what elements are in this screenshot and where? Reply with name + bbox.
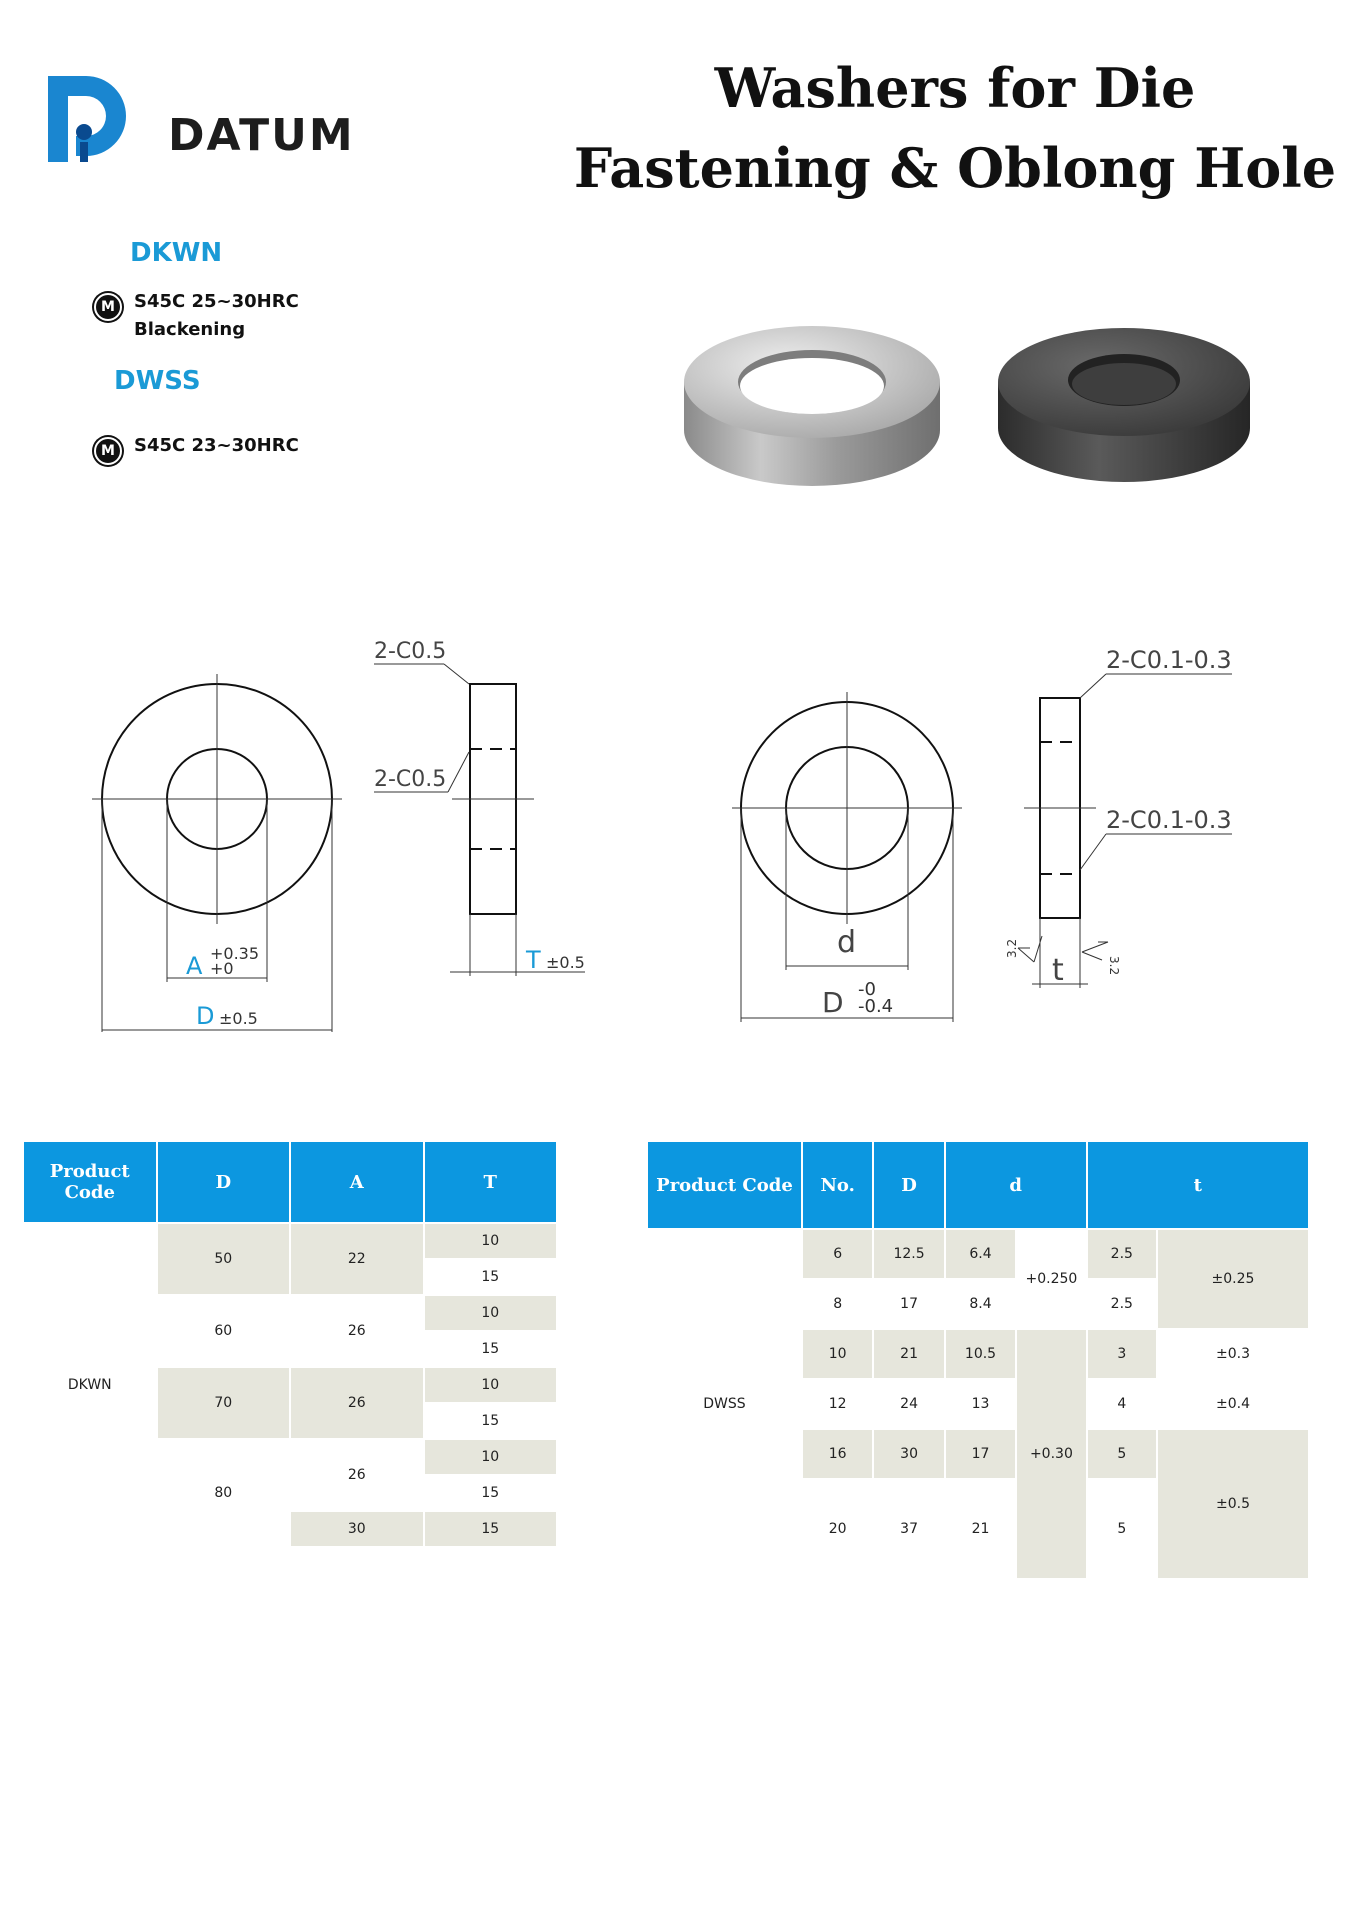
cell-t-tol: ±0.4 bbox=[1216, 1396, 1250, 1412]
series-code-dkwn: DKWN bbox=[130, 238, 223, 268]
page-title-line1: Washers for Die bbox=[714, 56, 1196, 120]
cell-d: 60 bbox=[214, 1323, 233, 1339]
cell-t: 10 bbox=[425, 1368, 557, 1402]
cell-a: 30 bbox=[291, 1512, 423, 1546]
product-code-cell: DKWN bbox=[67, 1377, 112, 1393]
cell-a: 22 bbox=[291, 1224, 423, 1294]
cell-d-inner: 10.5 bbox=[946, 1330, 1015, 1378]
datum-logo bbox=[46, 74, 136, 164]
drawing-dwss bbox=[730, 630, 1250, 1050]
material-spec-line: Blackening bbox=[134, 319, 246, 340]
cell-a: 26 bbox=[347, 1323, 366, 1339]
material-badge-icon: M bbox=[94, 293, 122, 321]
cell-no: 16 bbox=[803, 1430, 872, 1478]
header-t: t bbox=[1088, 1142, 1308, 1228]
table-header-row bbox=[648, 1142, 1308, 1228]
brand-name: DATUM bbox=[168, 110, 355, 161]
material-badge-icon: M bbox=[94, 437, 122, 465]
cell-d-outer: 21 bbox=[874, 1330, 943, 1378]
cell-d-outer: 17 bbox=[900, 1296, 918, 1312]
chamfer-label-top: 2-C0.5 bbox=[374, 639, 447, 664]
chamfer-label-mid: 2-C0.5 bbox=[374, 767, 447, 792]
material-spec-dwss bbox=[134, 432, 299, 460]
dim-a-tol-lower: +0 bbox=[210, 959, 234, 978]
material-spec-dkwn bbox=[134, 288, 299, 344]
roughness-right: 3.2 bbox=[1107, 956, 1121, 976]
product-code-cell: DWSS bbox=[703, 1396, 746, 1412]
header-d: D bbox=[158, 1142, 290, 1222]
table-dkwn bbox=[22, 1140, 558, 1548]
dim-a-label: A bbox=[186, 952, 203, 980]
header-d-inner: d bbox=[946, 1142, 1086, 1228]
cell-d-inner: 6.4 bbox=[946, 1230, 1015, 1278]
cell-t: 10 bbox=[425, 1440, 557, 1474]
cell-t: 15 bbox=[481, 1341, 500, 1357]
dim-a-tol-upper: +0.35 bbox=[210, 944, 260, 963]
cell-d-outer: 24 bbox=[900, 1396, 918, 1412]
chamfer-label-mid: 2-C0.1-0.3 bbox=[1106, 806, 1232, 834]
cell-t: 2.5 bbox=[1088, 1230, 1156, 1278]
header-a: A bbox=[291, 1142, 423, 1222]
dim-d-tol-upper: -0 bbox=[858, 979, 876, 1000]
cell-no: 12 bbox=[828, 1396, 847, 1412]
material-spec-line: S45C 23~30HRC bbox=[134, 435, 299, 456]
cell-d-inner: 13 bbox=[971, 1396, 990, 1412]
cell-d-outer: 30 bbox=[874, 1430, 943, 1478]
table-header-row bbox=[24, 1142, 556, 1222]
dim-t-label: T bbox=[526, 946, 541, 974]
cell-t-tol: ±0.25 bbox=[1158, 1230, 1308, 1328]
cell-t: 5 bbox=[1117, 1521, 1127, 1537]
silver-washer bbox=[684, 326, 940, 486]
cell-d-outer: 37 bbox=[900, 1521, 918, 1537]
material-spec-line: S45C 25~30HRC bbox=[134, 291, 299, 312]
cell-d-tol: +0.30 bbox=[1017, 1330, 1085, 1578]
cell-a: 26 bbox=[347, 1467, 366, 1483]
dim-d-big-label: D bbox=[822, 986, 844, 1019]
cell-d-inner: 17 bbox=[946, 1430, 1015, 1478]
cell-no: 10 bbox=[803, 1330, 872, 1378]
cell-t-tol: ±0.5 bbox=[1158, 1430, 1308, 1578]
black-washer bbox=[998, 328, 1250, 482]
dim-t-label: t bbox=[1052, 953, 1064, 988]
table-dwss bbox=[646, 1140, 1310, 1580]
cell-a: 26 bbox=[291, 1368, 423, 1438]
dim-d-tol: ±0.5 bbox=[219, 1009, 258, 1028]
cell-no: 8 bbox=[833, 1296, 843, 1312]
cell-d-tol: +0.250 bbox=[1025, 1271, 1078, 1287]
dim-t-tol: ±0.5 bbox=[546, 953, 585, 972]
cell-t: 3 bbox=[1088, 1330, 1156, 1378]
drawing-dkwn bbox=[80, 620, 600, 1040]
table-row bbox=[24, 1224, 556, 1258]
cell-d: 80 bbox=[214, 1485, 233, 1501]
cell-t: 10 bbox=[425, 1224, 557, 1258]
logo-dot bbox=[76, 124, 92, 140]
cell-t: 15 bbox=[481, 1485, 500, 1501]
header-no: No. bbox=[803, 1142, 872, 1228]
header-d-outer: D bbox=[874, 1142, 943, 1228]
cell-t: 15 bbox=[481, 1269, 500, 1285]
cell-t: 10 bbox=[425, 1296, 557, 1330]
cell-d-outer: 12.5 bbox=[874, 1230, 943, 1278]
series-code-dwss: DWSS bbox=[114, 366, 201, 396]
dim-d-tol-lower: -0.4 bbox=[858, 996, 894, 1017]
dim-d-label: D bbox=[196, 1002, 215, 1030]
logo-stem bbox=[80, 142, 88, 162]
chamfer-label-top: 2-C0.1-0.3 bbox=[1106, 646, 1232, 674]
page-title-line2: Fastening & Oblong Hole bbox=[573, 136, 1337, 200]
cell-t: 15 bbox=[425, 1512, 557, 1546]
roughness-left: 3.2 bbox=[1005, 938, 1019, 958]
cell-d: 50 bbox=[158, 1224, 290, 1294]
cell-t: 4 bbox=[1117, 1396, 1127, 1412]
cell-t-tol: ±0.3 bbox=[1216, 1346, 1250, 1362]
cell-d: 70 bbox=[158, 1368, 290, 1438]
dim-d-small-label: d bbox=[837, 925, 857, 960]
cell-no: 6 bbox=[803, 1230, 872, 1278]
washer-photos bbox=[680, 300, 1280, 500]
cell-d-inner: 8.4 bbox=[969, 1296, 992, 1312]
cell-t: 2.5 bbox=[1110, 1296, 1133, 1312]
header-product-code: Product Code bbox=[648, 1142, 801, 1228]
table-row bbox=[648, 1230, 1308, 1278]
header-product-code: Product Code bbox=[24, 1142, 156, 1222]
cell-no: 20 bbox=[828, 1521, 847, 1537]
cell-t: 5 bbox=[1088, 1430, 1156, 1478]
cell-t: 15 bbox=[481, 1413, 500, 1429]
header-t: T bbox=[425, 1142, 557, 1222]
cell-d-inner: 21 bbox=[971, 1521, 990, 1537]
